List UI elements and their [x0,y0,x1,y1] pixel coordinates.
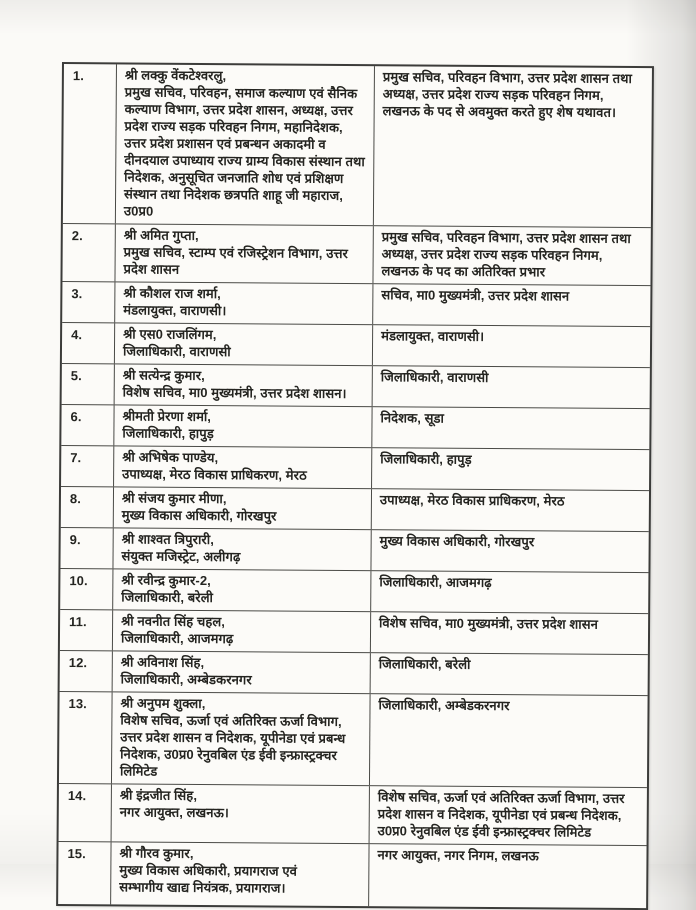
serial-number: 11. [69,614,87,630]
officer-current-post: श्री संजय कुमार मीणा, मुख्य विकास अधिकारी, गोरखपुर [113,487,371,529]
officer-current-post: श्री एस0 राजलिंगम, जिलाधिकारी, वाराणसी [114,323,372,365]
officer-current-post: श्री अविनाश सिंह, जिलाधिकारी, अम्बेडकरनगर [112,651,370,693]
new-posting: जिलाधिकारी, बरेली [370,653,648,695]
table-row [61,446,649,491]
new-posting: मुख्य विकास अधिकारी, गोरखपुर [370,530,648,572]
serial-number: 9. [69,532,81,548]
table-row [62,282,650,327]
table-row [62,323,650,368]
table-row [60,528,648,573]
table-row [63,64,652,228]
officer-current-post: श्री कौशल राज शर्मा, मंडलायुक्त, वाराणसी। [114,282,372,324]
officer-current-post: श्री इंद्रजीत सिंह, नगर आयुक्त, लखनऊ। [111,784,369,843]
table-row [60,569,648,614]
new-posting: प्रमुख सचिव, परिवहन विभाग, उत्तर प्रदेश शासन तथा अध्यक्ष, उत्तर प्रदेश राज्य सड़क परिवहन निगम, लखनऊ के पद का अतिरिक्त प्रभार [372,226,650,285]
officer-current-post: श्री अनुपम शुक्ला, विशेष सचिव, ऊर्जा एवं अतिरिक्त ऊर्जा विभाग, उत्तर प्रदेश शासन व निदेशक, यूपीनेडा एवं प्रबन्ध निदेशक, उ0प्र0 रेनुवबिल एंड ईवी इन्फ्रास्ट्रक्चर लिमिटेड [111,692,370,785]
new-posting: निदेशक, सूडा [371,407,649,449]
table-row [58,842,646,908]
table-row [60,610,648,655]
table-row [59,692,648,788]
serial-number: 3. [71,286,83,302]
table-row [61,487,649,532]
officer-current-post: श्री लक्कु वेंकटेश्वरलु, प्रमुख सचिव, परिवहन, समाज कल्याण एवं सैनिक कल्याण विभाग, उत्तर प्रदेश शासन, अध्यक्ष, उत्तर प्रदेश राज्य सड़क परिवहन निगम, महानिदेशक, उत्तर प्रदेश प्रशासन एवं प्रबन्धन अकादमी व दीनदयाल उपाध्याय राज्य ग्राम्य विकास संस्थान तथा निदेशक, अनुसूचित जनजाति शोध एवं प्रशिक्षण संस्थान तथा निदेशक छत्रपति शाहू जी महाराज, उ0प्र0 [115,64,374,225]
officer-current-post: श्रीमती प्रेरणा शर्मा, जिलाधिकारी, हापुड़ [113,405,371,447]
table-row [60,651,648,696]
serial-number: 6. [70,409,82,425]
serial-number: 2. [71,228,83,244]
officer-current-post: श्री अमित गुप्ता, प्रमुख सचिव, स्टाम्प एवं रजिस्ट्रेशन विभाग, उत्तर प्रदेश शासन [114,224,372,283]
serial-number: 14. [67,788,87,804]
new-posting: प्रमुख सचिव, परिवहन विभाग, उत्तर प्रदेश शासन तथा अध्यक्ष, उत्तर प्रदेश राज्य सड़क परिवहन निगम, लखनऊ के पद से अवमुक्त करते हुए शेष यथावत। [373,66,652,227]
officer-current-post: श्री शाश्वत त्रिपुरारी, संयुक्त मजिस्ट्रेट, अलीगढ़ [112,528,370,570]
table-row [62,224,650,286]
officer-current-post: श्री रवीन्द्र कुमार-2, जिलाधिकारी, बरेली [112,569,370,611]
serial-number: 8. [69,491,82,507]
new-posting: विशेष सचिव, ऊर्जा एवं अतिरिक्त ऊर्जा विभाग, उत्तर प्रदेश शासन व निदेशक, यूपीनेडा एवं प्रबन्ध निदेशक, उ0प्र0 रेनुवबिल एंड ईवी इन्फ्रास्ट्रक्चर लिमिटेड [369,786,647,845]
serial-number: 5. [70,368,82,384]
new-posting: जिलाधिकारी, आजमगढ़ [370,571,648,613]
new-posting: जिलाधिकारी, हापुड़ [371,448,649,490]
new-posting: जिलाधिकारी, अम्बेडकरनगर [369,694,648,787]
new-posting: सचिव, मा0 मुख्यमंत्री, उत्तर प्रदेश शासन [372,284,650,326]
serial-number: 12. [68,655,88,671]
transfer-order-table [56,62,654,910]
new-posting: जिलाधिकारी, वाराणसी [372,366,650,408]
serial-number: 4. [71,327,83,343]
new-posting: मंडलायुक्त, वाराणसी। [372,325,650,367]
table-row [59,784,647,846]
serial-number: 13. [68,696,87,712]
officer-current-post: श्री अभिषेक पाण्डेय, उपाध्यक्ष, मेरठ विकास प्राधिकरण, मेरठ [113,446,371,488]
new-posting: नगर आयुक्त, नगर निगम, लखनऊ [368,844,646,908]
table-row [61,405,649,450]
serial-number: 15. [67,846,86,862]
officer-current-post: श्री गौरव कुमार, मुख्य विकास अधिकारी, प्रयागराज एवं सम्भागीय खाद्य नियंत्रक, प्रयागराज। [110,842,368,906]
serial-number: 1. [72,68,85,84]
serial-number: 7. [70,450,82,466]
serial-number: 10. [69,573,88,589]
new-posting: विशेष सचिव, मा0 मुख्यमंत्री, उत्तर प्रदेश शासन [370,612,648,654]
officer-current-post: श्री नवनीत सिंह चहल, जिलाधिकारी, आजमगढ़ [112,610,370,652]
new-posting: उपाध्यक्ष, मेरठ विकास प्राधिकरण, मेरठ [371,489,649,531]
officer-current-post: श्री सत्येन्द्र कुमार, विशेष सचिव, मा0 मुख्यमंत्री, उत्तर प्रदेश शासन। [114,364,372,406]
table-row [62,364,650,409]
